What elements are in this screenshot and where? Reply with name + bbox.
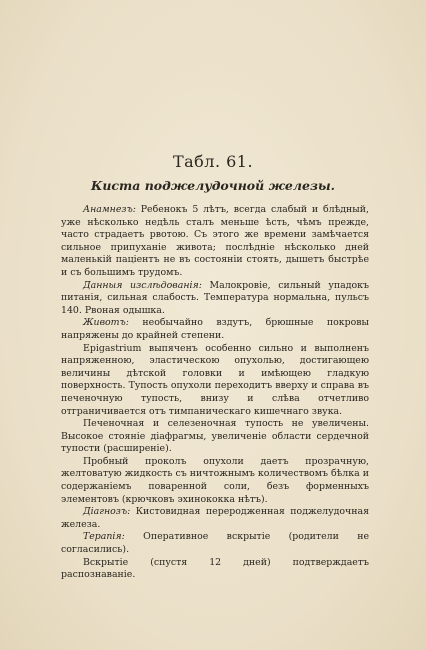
page-subtitle: Киста поджелудочной железы. — [90, 178, 336, 193]
paragraph-puncture — [61, 456, 369, 506]
paragraph-diagnosis — [61, 506, 369, 531]
paragraph-dullness — [61, 418, 369, 456]
paragraph-therapy — [61, 531, 369, 556]
label-diagnosis: Діагнозъ: — [83, 506, 131, 518]
label-findings: Данныя изслѣдованія: — [83, 279, 202, 291]
paragraph-findings — [61, 280, 369, 318]
paragraph-epigastrium — [61, 343, 369, 419]
document-body — [61, 204, 369, 582]
page-title: Табл. 61. — [172, 152, 254, 171]
paragraph-autopsy — [61, 557, 369, 582]
label-therapy: Терапія: — [83, 531, 125, 543]
text-abdomen: необычайно вздутъ, брюшные покровы напряжены до крайней степени. — [61, 317, 369, 341]
text-autopsy: Вскрытіе (спустя 12 дней) подтверждаетъ распознаваніе. — [61, 556, 369, 581]
text-diagnosis: Кистовидная переродженная поджелудочная железа. — [61, 506, 369, 530]
text-puncture: Пробный проколъ опухоли даетъ прозрачную, желтоватую жидкость съ ничтожнымъ количествомъ бѣлка и содержаніемъ поваренной соли, безъ форменныхъ элементовъ (крючковъ эхинококка нѣтъ). — [61, 455, 369, 505]
text-therapy: Оперативное вскрытіе (родители не согласились). — [61, 531, 369, 556]
text-findings: Малокровіе, сильный упадокъ питанія, сильная слабость. Температура нормальна, пульсъ 140. Рвоная одышка. — [61, 279, 369, 316]
label-anamnesis: Анамнезъ: — [83, 204, 136, 215]
label-abdomen: Животъ: — [83, 317, 129, 329]
paragraph-abdomen — [61, 317, 369, 342]
text-epigastrium: Epigastrium выпяченъ особенно сильно и выполненъ напряженною, эластическою опухолью, достигающею величины дѣтской головки и имѣющею гладкую поверхность. Тупость опухоли переходитъ вверху и справа въ печеночную тупость, внизу и слѣва отчетливо отграничивается отъ тимпаническаго кишечнаго звука. — [61, 342, 369, 417]
text-dullness: Печеночная и селезеночная тупость не увеличены. Высокое стояніе діафрагмы, увеличеніе области сердечной тупости (расширеніе). — [61, 418, 369, 455]
text-anamnesis: Ребенокъ 5 лѣтъ, всегда слабый и блѣдный, уже нѣсколько недѣль сталъ меньше ѣсть, чѣмъ прежде, часто страдаетъ рвотою. Съ этого же времени замѣчается сильное припуханіе живота; послѣдніе нѣсколько дней маленькій паціентъ не въ состояніи стоять, дышетъ быстрѣе и съ большимъ трудомъ. — [61, 204, 369, 278]
paragraph-anamnesis — [61, 204, 369, 280]
